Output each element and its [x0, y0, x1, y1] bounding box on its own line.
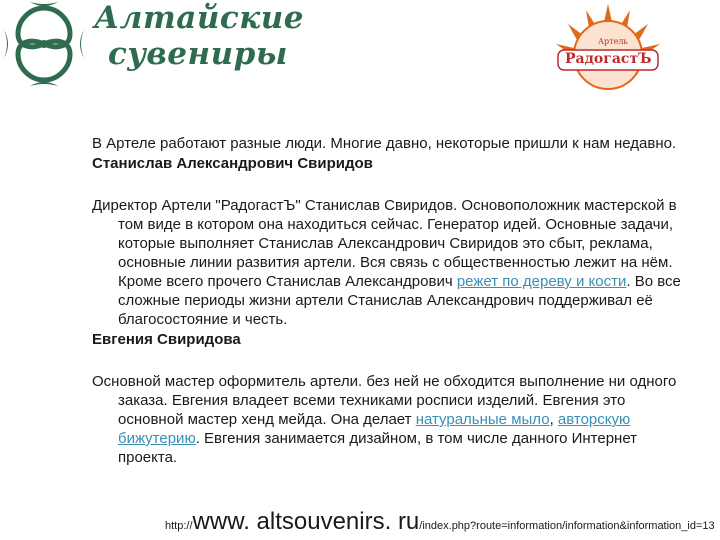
source-url-prefix: http:// [165, 520, 193, 532]
author-jewelry-link[interactable]: авторскую бижутерию [118, 411, 631, 447]
brand-title [92, 0, 304, 72]
brand-title-line1: Алтайские [94, 0, 304, 36]
person2-bio-text2: . Евгения занимается дизайном, в том числе данного Интернет проекта. [118, 430, 638, 466]
person1-bio [92, 196, 692, 329]
radogast-logo-small: Артель [598, 37, 628, 46]
wood-bone-carving-link[interactable]: режет по дереву и кости [456, 273, 627, 290]
source-url [165, 508, 715, 536]
person1-bio-text1: Директор Артели "РадогастЪ" Станислав Свиридов. Основоположник мастерской в том виде в котором она находиться сейчас. Генератор идей. Основные задачи, которые выполняет Станислав Александрович Свиридов это сбыт, реклама, основные линии развития артели. Вся связь с общественностью лежит на нём. Кроме всего прочего Станислав Александрович [92, 197, 677, 290]
person2-bio [92, 372, 692, 467]
source-url-domain: www. altsouvenirs. ru [192, 508, 420, 535]
altai-ornament-logo [0, 0, 88, 88]
person2-bio-sep: , [549, 411, 558, 428]
person1-name: Станислав Александрович Свиридов [92, 155, 373, 172]
person2-name: Евгения Свиридова [92, 331, 241, 348]
natural-soap-link[interactable]: натуральные мыло [415, 411, 550, 428]
source-url-path: /index.php?route=information/information&information_id=13 [419, 520, 715, 532]
radogast-logo [548, 0, 668, 95]
intro-paragraph: В Артеле работают разные люди. Многие давно, некоторые пришли к нам недавно. [92, 135, 677, 152]
person2-bio-text1: Основной мастер оформитель артели. без ней не обходится выполнение ни одного заказа. Евгения владеет всеми техниками росписи изделий. Евгения это основной мастер хенд мейда. Она делает [92, 373, 677, 428]
radogast-logo-text: РадогастЪ [565, 51, 652, 67]
team-description [92, 134, 692, 467]
person1-bio-text2: . Во все сложные периоды жизни артели Станислав Александрович поддерживал её благосостояние и честь. [118, 273, 681, 328]
brand-title-line2: сувениры [108, 36, 288, 72]
